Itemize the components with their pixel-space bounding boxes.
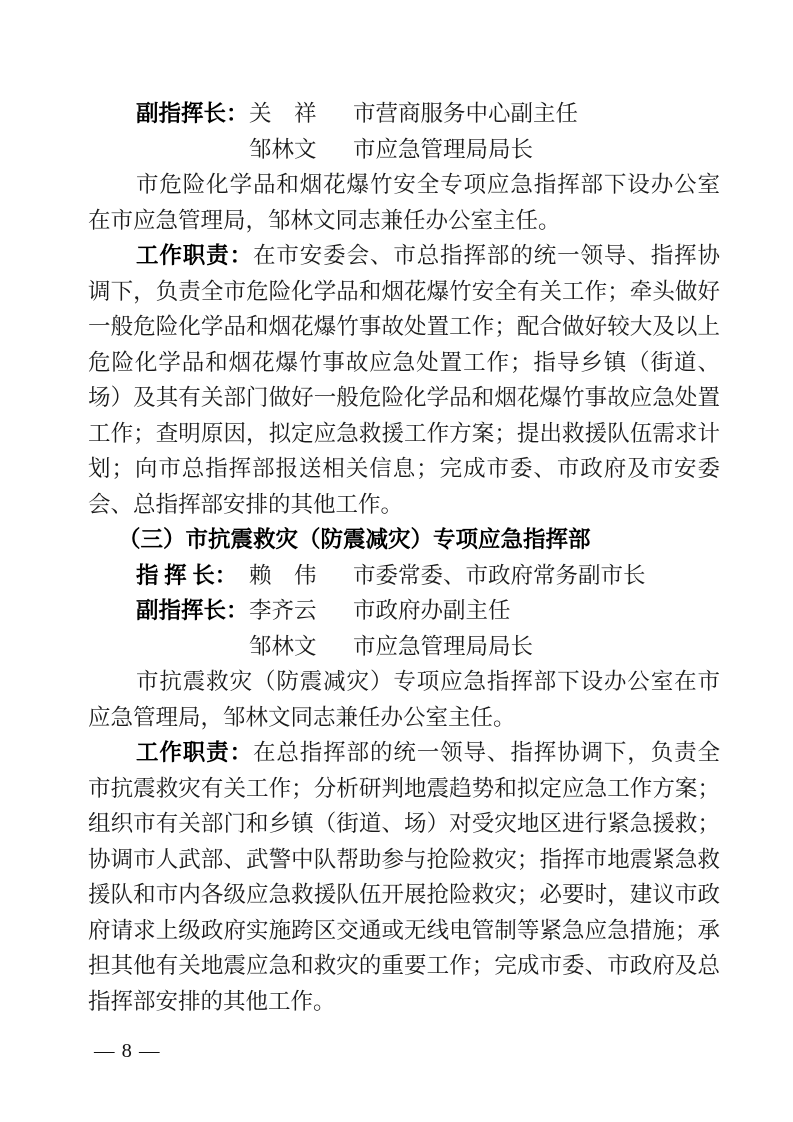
- person-name: 赖 伟: [249, 562, 317, 588]
- appointment-row: [88, 132, 720, 168]
- duties-paragraph: [88, 735, 720, 1019]
- duties-text: 在市安委会、市总指挥部的统一领导、指挥协调下，负责全市危险化学品和烟花爆竹安全有关工作；牵头做好一般危险化学品和烟花爆竹事故处置工作；配合做好较大及以上危险化学品和烟花爆竹事故应急处置工作；指导乡镇（街道、场）及其有关部门做好一般危险化学品和烟花爆竹事故应急处置工作；查明原因，拟定应急救援工作方案；提出救援队伍需求计划；向市总指挥部报送相关信息；完成市委、市政府及市安委会、总指挥部安排的其他工作。: [88, 243, 720, 517]
- page-number: — 8 —: [94, 1040, 161, 1062]
- person-title: 市政府办副主任: [353, 598, 511, 623]
- appointment-row: [88, 558, 720, 594]
- person-title: 市应急管理局局长: [353, 633, 534, 659]
- section-heading: （三）市抗震救灾（防震减灾）专项应急指挥部: [118, 527, 591, 552]
- office-paragraph: 市抗震救灾（防震减灾）专项应急指挥部下设办公室在市应急管理局，邹林文同志兼任办公室主任。: [88, 669, 720, 730]
- role-label: 指 挥 长：: [136, 562, 238, 588]
- person-title: 市应急管理局局长: [353, 136, 534, 162]
- duties-paragraph: [88, 238, 720, 522]
- duties-label: 工作职责：: [136, 243, 253, 268]
- person-name: 关 祥: [249, 101, 317, 126]
- duties-label: 工作职责：: [136, 740, 253, 765]
- role-label: 副指挥长：: [136, 101, 249, 126]
- duties-text: 在总指挥部的统一领导、指挥协调下，负责全市抗震救灾有关工作；分析研判地震趋势和拟定应急工作方案；组织市有关部门和乡镇（街道、场）对受灾地区进行紧急援救；协调市人武部、武警中队帮助参与抢险救灾；指挥市地震紧急救援队和市内各级应急救援队伍开展抢险救灾；必要时，建议市政府请求上级政府实施跨区交通或无线电管制等紧急应急措施；承担其他有关地震应急和救灾的重要工作；完成市委、市政府及总指挥部安排的其他工作。: [88, 740, 720, 1014]
- person-name: 邹林文: [249, 136, 317, 162]
- appointment-row: [88, 593, 720, 629]
- person-name: 邹林文: [249, 633, 317, 659]
- role-label: 副指挥长：: [136, 598, 249, 623]
- office-paragraph: 市危险化学品和烟花爆竹安全专项应急指挥部下设办公室在市应急管理局，邹林文同志兼任办公室主任。: [88, 172, 720, 233]
- document-body: [88, 0, 720, 1019]
- appointment-row: [88, 629, 720, 665]
- person-name: 李齐云: [249, 598, 317, 623]
- person-title: 市营商服务中心副主任: [353, 101, 579, 126]
- appointment-row: [88, 96, 720, 132]
- person-title: 市委常委、市政府常务副市长: [353, 562, 646, 588]
